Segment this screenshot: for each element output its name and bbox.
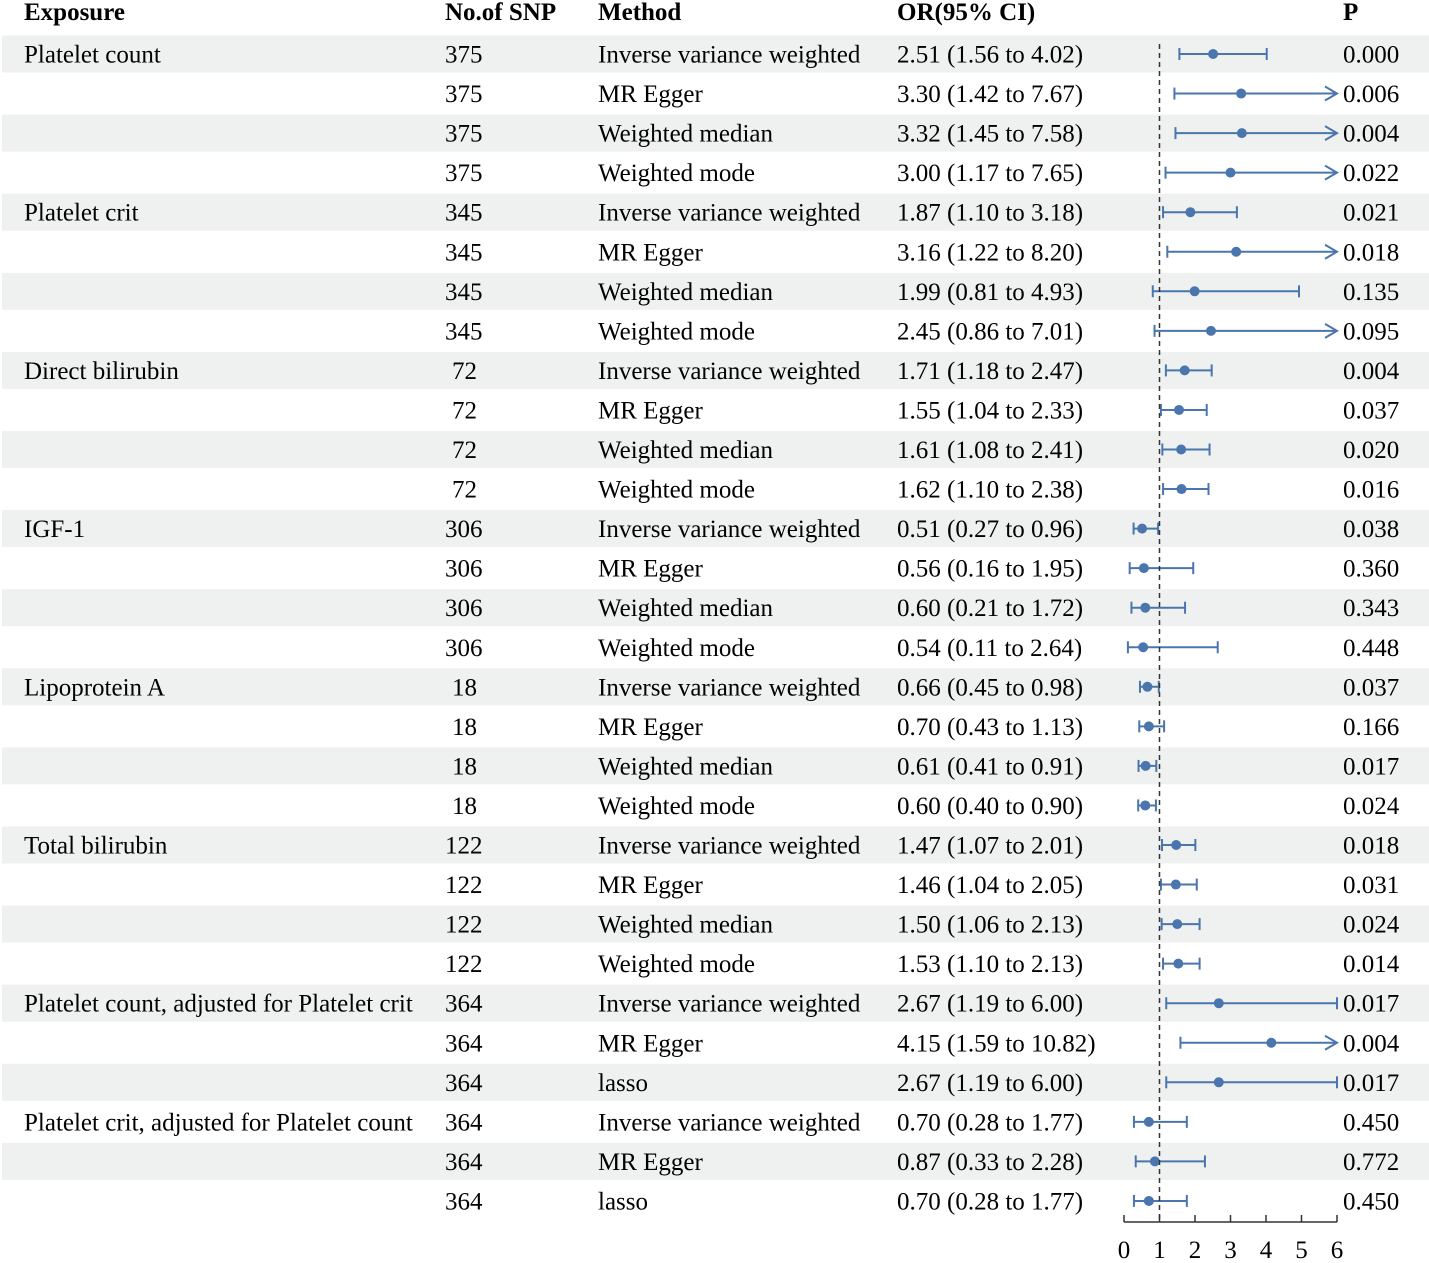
point-estimate <box>1208 49 1218 59</box>
cell-method: Inverse variance weighted <box>598 674 861 702</box>
cell-or: 1.61 (1.08 to 2.41) <box>897 437 1084 464</box>
cell-method: Weighted mode <box>598 951 755 979</box>
point-estimate <box>1174 405 1184 415</box>
cell-p: 0.018 <box>1343 239 1400 267</box>
cell-p: 0.024 <box>1343 911 1400 939</box>
cell-or: 0.70 (0.28 to 1.77) <box>897 1188 1084 1216</box>
cell-p: 0.031 <box>1343 872 1400 900</box>
point-estimate <box>1237 128 1247 138</box>
cell-or: 3.30 (1.42 to 7.67) <box>897 81 1084 109</box>
cell-exposure: Total bilirubin <box>24 832 168 860</box>
point-estimate <box>1206 326 1216 336</box>
cell-nsnp: 306 <box>445 516 483 544</box>
point-estimate <box>1139 563 1149 573</box>
cell-p: 0.022 <box>1343 160 1400 188</box>
cell-p: 0.004 <box>1343 120 1400 148</box>
cell-or: 3.00 (1.17 to 7.65) <box>897 160 1084 188</box>
cell-p: 0.037 <box>1343 674 1400 702</box>
cell-p: 0.006 <box>1343 81 1400 109</box>
cell-p: 0.024 <box>1343 792 1400 820</box>
cell-or: 1.47 (1.07 to 2.01) <box>897 832 1084 860</box>
header-method: Method <box>598 0 682 26</box>
cell-or: 1.50 (1.06 to 2.13) <box>897 911 1084 939</box>
x-tick-label: 2 <box>1188 1237 1202 1263</box>
header-or: OR(95% CI) <box>897 0 1036 26</box>
point-estimate <box>1171 840 1181 850</box>
cell-p: 0.017 <box>1343 990 1400 1018</box>
x-tick-label: 6 <box>1330 1237 1344 1263</box>
cell-or: 2.51 (1.56 to 4.02) <box>897 41 1084 69</box>
cell-exposure: Platelet crit <box>24 199 139 227</box>
cell-nsnp: 375 <box>445 41 483 69</box>
cell-p: 0.021 <box>1343 199 1400 227</box>
cell-nsnp: 364 <box>445 1030 483 1058</box>
cell-exposure: Platelet count <box>24 41 161 69</box>
cell-method: Weighted mode <box>598 476 755 504</box>
cell-nsnp: 364 <box>445 990 483 1018</box>
cell-p: 0.038 <box>1343 516 1400 544</box>
point-estimate <box>1150 1156 1160 1166</box>
point-estimate <box>1144 721 1154 731</box>
cell-p: 0.017 <box>1343 1069 1400 1097</box>
cell-p: 0.017 <box>1343 753 1400 781</box>
cell-or: 4.15 (1.59 to 10.82) <box>897 1030 1096 1058</box>
cell-method: MR Egger <box>598 1030 703 1058</box>
cell-nsnp: 122 <box>445 951 483 979</box>
cell-method: MR Egger <box>598 239 703 267</box>
x-tick-label: 5 <box>1295 1237 1308 1263</box>
cell-method: Weighted median <box>598 120 774 148</box>
point-estimate <box>1176 445 1186 455</box>
cell-method: Weighted mode <box>598 318 755 346</box>
cell-nsnp: 72 <box>452 476 477 504</box>
cell-nsnp: 364 <box>445 1109 483 1137</box>
cell-p: 0.166 <box>1343 713 1400 741</box>
cell-nsnp: 18 <box>452 713 477 741</box>
cell-method: Weighted median <box>598 753 774 781</box>
cell-method: Inverse variance weighted <box>598 1109 861 1137</box>
cell-or: 1.87 (1.10 to 3.18) <box>897 199 1084 227</box>
cell-p: 0.450 <box>1343 1188 1400 1216</box>
point-estimate <box>1231 247 1241 257</box>
cell-method: Inverse variance weighted <box>598 357 861 385</box>
x-tick-label: 1 <box>1153 1237 1166 1263</box>
cell-nsnp: 18 <box>452 753 477 781</box>
cell-p: 0.772 <box>1343 1148 1400 1176</box>
point-estimate <box>1141 761 1151 771</box>
cell-p: 0.016 <box>1343 476 1400 504</box>
cell-nsnp: 345 <box>445 239 483 267</box>
cell-p: 0.037 <box>1343 397 1400 425</box>
cell-nsnp: 364 <box>445 1188 483 1216</box>
cell-method: lasso <box>598 1069 648 1097</box>
cell-or: 1.55 (1.04 to 2.33) <box>897 397 1084 425</box>
cell-method: MR Egger <box>598 872 703 900</box>
cell-or: 3.32 (1.45 to 7.58) <box>897 120 1084 148</box>
cell-or: 3.16 (1.22 to 8.20) <box>897 239 1084 267</box>
cell-or: 2.45 (0.86 to 7.01) <box>897 318 1084 346</box>
cell-nsnp: 345 <box>445 318 483 346</box>
cell-or: 0.61 (0.41 to 0.91) <box>897 753 1084 781</box>
point-estimate <box>1185 207 1195 217</box>
cell-or: 1.46 (1.04 to 2.05) <box>897 872 1084 900</box>
cell-method: Inverse variance weighted <box>598 516 861 544</box>
cell-nsnp: 18 <box>452 674 477 702</box>
cell-exposure: IGF-1 <box>24 516 86 544</box>
cell-nsnp: 18 <box>452 792 477 820</box>
row-stripe <box>2 1143 1429 1180</box>
cell-exposure: Lipoprotein A <box>24 674 165 702</box>
cell-or: 0.87 (0.33 to 2.28) <box>897 1148 1084 1176</box>
cell-method: MR Egger <box>598 555 703 583</box>
header-nsnp: No.of SNP <box>445 0 557 26</box>
cell-or: 2.67 (1.19 to 6.00) <box>897 1069 1084 1097</box>
cell-method: Inverse variance weighted <box>598 41 861 69</box>
cell-p: 0.095 <box>1343 318 1400 346</box>
point-estimate <box>1144 1117 1154 1127</box>
cell-nsnp: 122 <box>445 832 483 860</box>
point-estimate <box>1236 89 1246 99</box>
cell-nsnp: 364 <box>445 1069 483 1097</box>
cell-method: MR Egger <box>598 1148 703 1176</box>
cell-method: Weighted mode <box>598 160 755 188</box>
cell-p: 0.450 <box>1343 1109 1400 1137</box>
cell-method: MR Egger <box>598 397 703 425</box>
cell-or: 1.62 (1.10 to 2.38) <box>897 476 1084 504</box>
cell-p: 0.448 <box>1343 634 1400 662</box>
point-estimate <box>1214 1077 1224 1087</box>
cell-nsnp: 122 <box>445 872 483 900</box>
point-estimate <box>1266 1038 1276 1048</box>
point-estimate <box>1142 682 1152 692</box>
point-estimate <box>1177 484 1187 494</box>
cell-exposure: Direct bilirubin <box>24 357 179 385</box>
cell-or: 0.70 (0.43 to 1.13) <box>897 713 1084 741</box>
cell-nsnp: 306 <box>445 595 483 623</box>
cell-or: 0.66 (0.45 to 0.98) <box>897 674 1084 702</box>
cell-or: 2.67 (1.19 to 6.00) <box>897 990 1084 1018</box>
cell-nsnp: 72 <box>452 357 477 385</box>
cell-method: Weighted median <box>598 595 774 623</box>
cell-p: 0.004 <box>1343 1030 1400 1058</box>
point-estimate <box>1214 998 1224 1008</box>
point-estimate <box>1137 524 1147 534</box>
cell-or: 1.99 (0.81 to 4.93) <box>897 278 1084 306</box>
cell-exposure: Platelet count, adjusted for Platelet crit <box>24 990 413 1018</box>
cell-or: 0.60 (0.21 to 1.72) <box>897 595 1084 623</box>
cell-or: 0.70 (0.28 to 1.77) <box>897 1109 1084 1137</box>
cell-p: 0.135 <box>1343 278 1400 306</box>
header-exposure: Exposure <box>24 0 125 26</box>
cell-method: Weighted median <box>598 278 774 306</box>
cell-nsnp: 345 <box>445 199 483 227</box>
point-estimate <box>1190 286 1200 296</box>
x-tick-label: 4 <box>1259 1237 1273 1263</box>
cell-p: 0.014 <box>1343 951 1400 979</box>
point-estimate <box>1140 800 1150 810</box>
x-axis <box>1118 1215 1344 1263</box>
cell-p: 0.343 <box>1343 595 1400 623</box>
cell-method: lasso <box>598 1188 648 1216</box>
cell-method: MR Egger <box>598 713 703 741</box>
cell-p: 0.020 <box>1343 437 1400 464</box>
cell-method: Weighted mode <box>598 634 755 662</box>
cell-or: 0.51 (0.27 to 0.96) <box>897 516 1084 544</box>
cell-method: Weighted median <box>598 911 774 939</box>
cell-or: 1.71 (1.18 to 2.47) <box>897 357 1084 385</box>
cell-p: 0.004 <box>1343 357 1400 385</box>
point-estimate <box>1140 603 1150 613</box>
cell-method: Weighted median <box>598 437 774 464</box>
cell-nsnp: 72 <box>452 397 477 425</box>
x-tick-label: 0 <box>1117 1237 1131 1263</box>
cell-p: 0.000 <box>1343 41 1400 69</box>
point-estimate <box>1180 365 1190 375</box>
cell-nsnp: 375 <box>445 120 483 148</box>
cell-nsnp: 122 <box>445 911 483 939</box>
cell-nsnp: 375 <box>445 160 483 188</box>
cell-or: 1.53 (1.10 to 2.13) <box>897 951 1084 979</box>
cell-or: 0.54 (0.11 to 2.64) <box>897 634 1083 662</box>
point-estimate <box>1144 1196 1154 1206</box>
point-estimate <box>1173 959 1183 969</box>
point-estimate <box>1171 880 1181 890</box>
cell-p: 0.018 <box>1343 832 1400 860</box>
cell-nsnp: 375 <box>445 81 483 109</box>
cell-nsnp: 306 <box>445 555 483 583</box>
point-estimate <box>1172 919 1182 929</box>
cell-exposure: Platelet crit, adjusted for Platelet count <box>24 1109 413 1137</box>
cell-nsnp: 72 <box>452 437 477 464</box>
cell-method: Weighted mode <box>598 792 755 820</box>
point-estimate <box>1138 642 1148 652</box>
cell-nsnp: 345 <box>445 278 483 306</box>
table-header <box>24 0 1358 26</box>
header-p: P <box>1343 0 1359 26</box>
x-tick-label: 3 <box>1224 1237 1237 1263</box>
cell-method: Inverse variance weighted <box>598 990 861 1018</box>
cell-nsnp: 364 <box>445 1148 483 1176</box>
cell-p: 0.360 <box>1343 555 1400 583</box>
cell-method: MR Egger <box>598 81 703 109</box>
cell-or: 0.56 (0.16 to 1.95) <box>897 555 1084 583</box>
cell-method: Inverse variance weighted <box>598 832 861 860</box>
cell-nsnp: 306 <box>445 634 483 662</box>
point-estimate <box>1226 168 1236 178</box>
cell-method: Inverse variance weighted <box>598 199 861 227</box>
cell-or: 0.60 (0.40 to 0.90) <box>897 792 1084 820</box>
